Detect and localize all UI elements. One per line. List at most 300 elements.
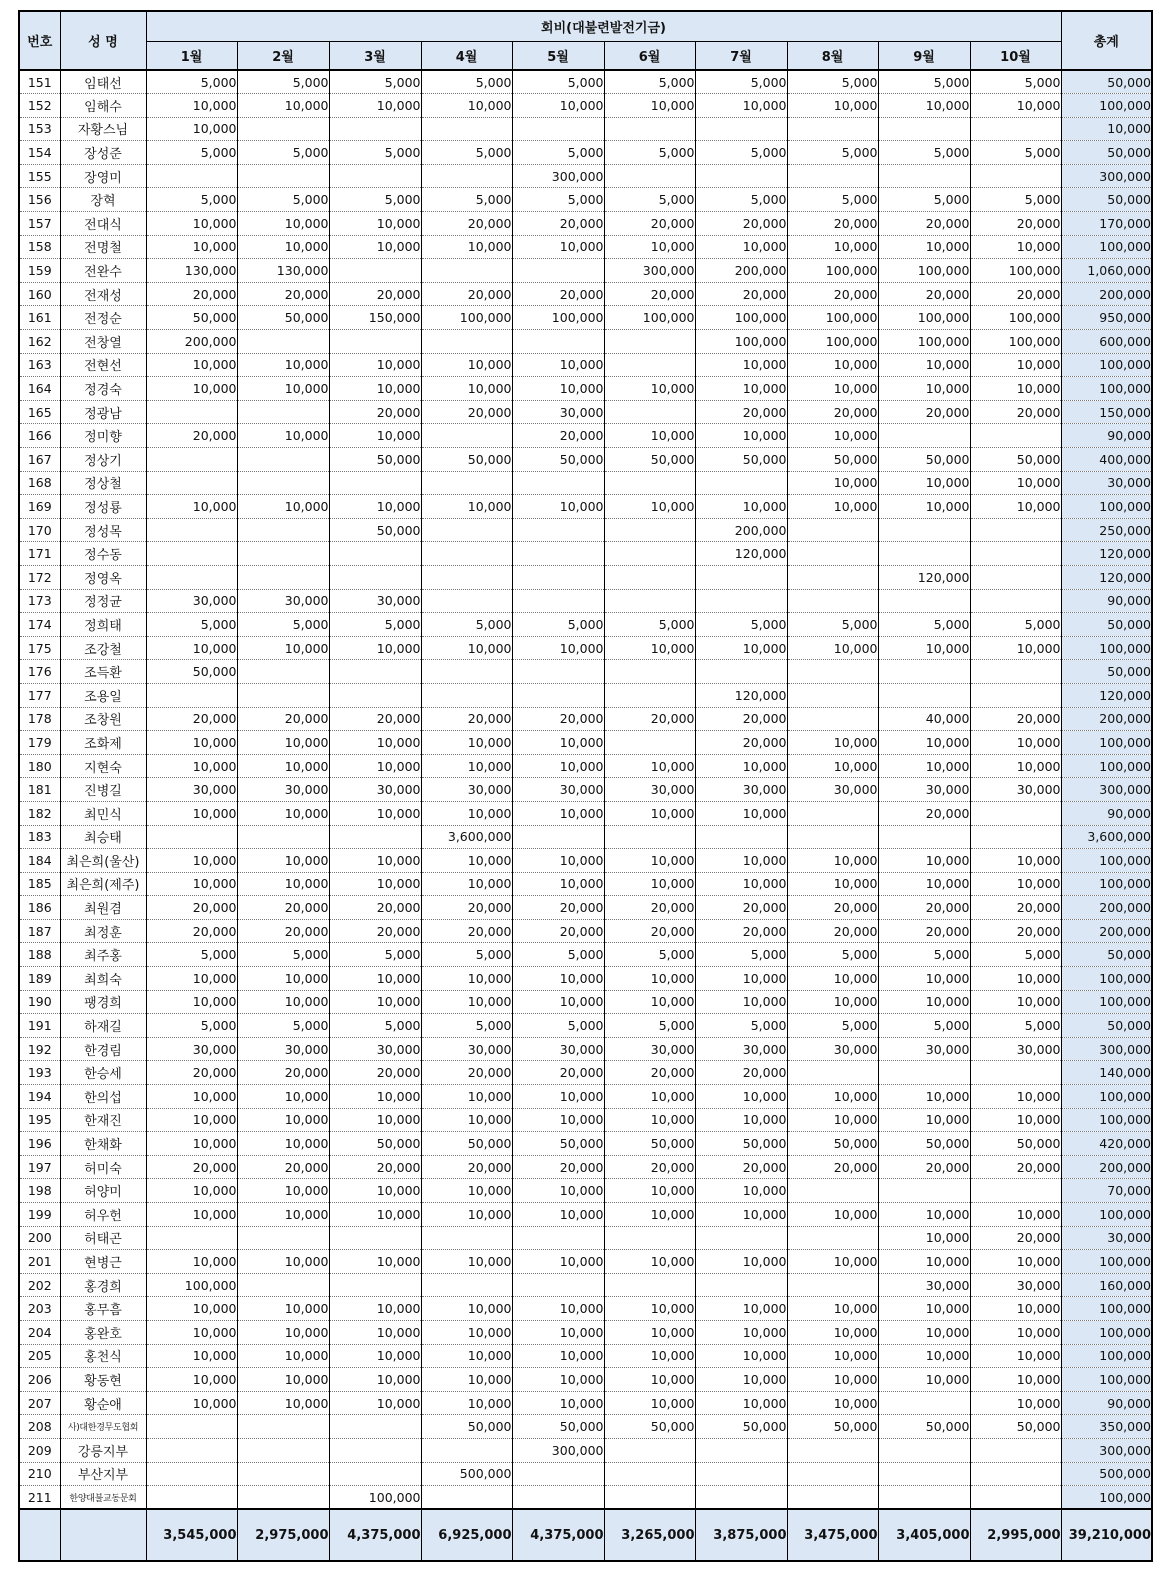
row-month-cell — [604, 731, 695, 755]
row-number-cell: 203 — [19, 1297, 60, 1321]
row-month-cell — [787, 542, 878, 566]
table-row — [19, 448, 1152, 472]
row-month-cell — [421, 1226, 512, 1250]
row-number-cell: 175 — [19, 636, 60, 660]
row-total-cell: 200,000 — [1061, 282, 1152, 306]
row-month-cell: 5,000 — [329, 141, 421, 165]
row-month-cell: 5,000 — [695, 70, 787, 94]
row-month-cell — [787, 518, 878, 542]
row-month-cell: 20,000 — [970, 282, 1061, 306]
row-month-cell: 10,000 — [146, 967, 237, 991]
row-month-cell — [878, 660, 970, 684]
row-month-cell — [604, 589, 695, 613]
table-row — [19, 731, 1152, 755]
row-month-cell — [970, 1486, 1061, 1510]
row-month-cell: 30,000 — [421, 1037, 512, 1061]
row-month-cell: 10,000 — [695, 377, 787, 401]
table-row — [19, 1438, 1152, 1462]
row-month-cell: 10,000 — [421, 1203, 512, 1227]
row-month-cell — [970, 589, 1061, 613]
table-row — [19, 1368, 1152, 1392]
row-month-cell: 10,000 — [421, 1250, 512, 1274]
row-name-cell: 조창원 — [60, 707, 146, 731]
row-month-cell: 20,000 — [604, 282, 695, 306]
row-month-cell: 20,000 — [237, 1155, 329, 1179]
row-month-cell: 30,000 — [237, 778, 329, 802]
row-name-cell: 전재성 — [60, 282, 146, 306]
row-month-cell: 10,000 — [329, 872, 421, 896]
row-month-cell — [237, 1273, 329, 1297]
row-month-cell: 20,000 — [787, 896, 878, 920]
row-month-cell — [146, 1438, 237, 1462]
row-month-cell — [787, 825, 878, 849]
row-month-cell: 10,000 — [512, 1179, 604, 1203]
row-month-cell: 10,000 — [237, 990, 329, 1014]
row-month-cell: 10,000 — [421, 1297, 512, 1321]
row-month-cell: 5,000 — [787, 70, 878, 94]
row-month-cell: 10,000 — [329, 731, 421, 755]
row-total-cell: 420,000 — [1061, 1132, 1152, 1156]
row-month-cell: 10,000 — [237, 1179, 329, 1203]
footer-month-total: 4,375,000 — [329, 1509, 421, 1561]
row-month-cell: 10,000 — [604, 1203, 695, 1227]
row-month-cell: 10,000 — [512, 1368, 604, 1392]
row-name-cell: 장혁 — [60, 188, 146, 212]
row-month-cell: 10,000 — [237, 1320, 329, 1344]
row-month-cell: 10,000 — [329, 1368, 421, 1392]
header-month: 7월 — [695, 42, 787, 71]
row-name-cell: 조용일 — [60, 683, 146, 707]
row-month-cell: 5,000 — [237, 188, 329, 212]
row-month-cell — [421, 164, 512, 188]
row-number-cell: 193 — [19, 1061, 60, 1085]
row-month-cell — [604, 1273, 695, 1297]
row-month-cell: 5,000 — [329, 1014, 421, 1038]
row-number-cell: 180 — [19, 754, 60, 778]
row-total-cell: 600,000 — [1061, 330, 1152, 354]
row-month-cell: 20,000 — [237, 896, 329, 920]
row-month-cell: 10,000 — [512, 849, 604, 873]
row-month-cell: 30,000 — [146, 589, 237, 613]
row-month-cell — [329, 164, 421, 188]
row-month-cell: 10,000 — [329, 849, 421, 873]
row-month-cell — [421, 1486, 512, 1510]
row-month-cell — [878, 1179, 970, 1203]
row-number-cell: 159 — [19, 259, 60, 283]
row-month-cell — [878, 542, 970, 566]
row-name-cell: 허태곤 — [60, 1226, 146, 1250]
row-month-cell — [421, 471, 512, 495]
header-month: 4월 — [421, 42, 512, 71]
row-total-cell: 100,000 — [1061, 967, 1152, 991]
row-month-cell: 50,000 — [146, 660, 237, 684]
row-total-cell: 100,000 — [1061, 1203, 1152, 1227]
row-month-cell — [604, 400, 695, 424]
row-number-cell: 170 — [19, 518, 60, 542]
row-number-cell: 167 — [19, 448, 60, 472]
row-month-cell: 10,000 — [604, 1108, 695, 1132]
row-month-cell: 10,000 — [237, 636, 329, 660]
row-month-cell — [237, 448, 329, 472]
row-month-cell — [787, 1179, 878, 1203]
row-month-cell: 20,000 — [604, 896, 695, 920]
row-month-cell: 20,000 — [146, 424, 237, 448]
row-month-cell: 30,000 — [329, 778, 421, 802]
table-row — [19, 1250, 1152, 1274]
header-month: 1월 — [146, 42, 237, 71]
row-month-cell: 100,000 — [512, 306, 604, 330]
row-month-cell: 5,000 — [512, 1014, 604, 1038]
row-month-cell: 10,000 — [787, 1108, 878, 1132]
row-name-cell: 정성목 — [60, 518, 146, 542]
row-month-cell: 10,000 — [604, 636, 695, 660]
row-month-cell: 10,000 — [329, 1085, 421, 1109]
row-month-cell: 10,000 — [604, 235, 695, 259]
row-month-cell — [237, 117, 329, 141]
row-month-cell: 5,000 — [878, 613, 970, 637]
row-month-cell: 10,000 — [421, 754, 512, 778]
row-month-cell: 10,000 — [878, 1368, 970, 1392]
row-total-cell: 100,000 — [1061, 990, 1152, 1014]
row-month-cell: 30,000 — [970, 1273, 1061, 1297]
row-total-cell: 1,060,000 — [1061, 259, 1152, 283]
row-month-cell: 10,000 — [604, 1391, 695, 1415]
row-month-cell: 50,000 — [512, 1132, 604, 1156]
row-month-cell: 10,000 — [421, 1179, 512, 1203]
row-month-cell: 100,000 — [878, 330, 970, 354]
row-total-cell: 120,000 — [1061, 683, 1152, 707]
row-month-cell — [421, 117, 512, 141]
row-month-cell: 10,000 — [787, 1391, 878, 1415]
row-month-cell: 10,000 — [329, 1344, 421, 1368]
row-month-cell: 10,000 — [512, 801, 604, 825]
row-month-cell: 5,000 — [970, 141, 1061, 165]
row-number-cell: 201 — [19, 1250, 60, 1274]
row-month-cell: 10,000 — [787, 424, 878, 448]
row-month-cell: 10,000 — [604, 1179, 695, 1203]
row-month-cell: 10,000 — [421, 377, 512, 401]
row-total-cell: 150,000 — [1061, 400, 1152, 424]
row-month-cell — [787, 1226, 878, 1250]
row-total-cell: 140,000 — [1061, 1061, 1152, 1085]
row-total-cell: 100,000 — [1061, 1344, 1152, 1368]
row-month-cell — [237, 1462, 329, 1486]
row-month-cell: 200,000 — [146, 330, 237, 354]
row-month-cell: 50,000 — [787, 1415, 878, 1439]
row-month-cell — [237, 330, 329, 354]
row-name-cell: 최은희(제주) — [60, 872, 146, 896]
row-month-cell: 20,000 — [421, 400, 512, 424]
row-month-cell: 10,000 — [970, 636, 1061, 660]
row-number-cell: 210 — [19, 1462, 60, 1486]
row-month-cell: 10,000 — [787, 377, 878, 401]
row-name-cell: 전완수 — [60, 259, 146, 283]
row-month-cell: 30,000 — [604, 1037, 695, 1061]
row-month-cell: 20,000 — [329, 896, 421, 920]
table-row — [19, 683, 1152, 707]
row-name-cell: 정영옥 — [60, 565, 146, 589]
row-month-cell — [604, 565, 695, 589]
row-month-cell: 20,000 — [787, 400, 878, 424]
row-month-cell: 30,000 — [329, 1037, 421, 1061]
row-month-cell — [970, 660, 1061, 684]
row-month-cell: 300,000 — [512, 1438, 604, 1462]
footer-total-row — [19, 1509, 1152, 1561]
footer-month-total: 4,375,000 — [512, 1509, 604, 1561]
row-month-cell: 50,000 — [512, 448, 604, 472]
row-number-cell: 157 — [19, 212, 60, 236]
row-total-cell: 300,000 — [1061, 164, 1152, 188]
row-name-cell: 홍무흠 — [60, 1297, 146, 1321]
row-month-cell: 20,000 — [512, 212, 604, 236]
row-month-cell: 10,000 — [512, 1344, 604, 1368]
row-month-cell: 10,000 — [512, 990, 604, 1014]
row-month-cell: 10,000 — [695, 754, 787, 778]
row-number-cell: 161 — [19, 306, 60, 330]
row-name-cell: 한의섭 — [60, 1085, 146, 1109]
row-month-cell: 10,000 — [970, 353, 1061, 377]
row-month-cell — [329, 471, 421, 495]
row-month-cell: 50,000 — [237, 306, 329, 330]
row-name-cell: 하재길 — [60, 1014, 146, 1038]
row-month-cell: 5,000 — [421, 188, 512, 212]
row-month-cell: 10,000 — [878, 1344, 970, 1368]
row-month-cell: 10,000 — [695, 353, 787, 377]
row-month-cell: 10,000 — [787, 1368, 878, 1392]
row-month-cell: 20,000 — [329, 400, 421, 424]
row-month-cell: 20,000 — [604, 707, 695, 731]
row-month-cell: 30,000 — [329, 589, 421, 613]
row-month-cell — [787, 1273, 878, 1297]
row-month-cell: 10,000 — [146, 1108, 237, 1132]
row-number-cell: 186 — [19, 896, 60, 920]
row-month-cell: 20,000 — [146, 707, 237, 731]
table-row — [19, 400, 1152, 424]
row-month-cell: 50,000 — [604, 448, 695, 472]
row-month-cell — [146, 400, 237, 424]
row-month-cell: 10,000 — [237, 849, 329, 873]
row-name-cell: 홍완호 — [60, 1320, 146, 1344]
row-month-cell: 5,000 — [421, 1014, 512, 1038]
row-month-cell: 50,000 — [421, 1132, 512, 1156]
row-name-cell: 조득환 — [60, 660, 146, 684]
row-name-cell: 전대식 — [60, 212, 146, 236]
row-month-cell — [878, 164, 970, 188]
row-month-cell: 10,000 — [695, 235, 787, 259]
row-name-cell: 한채화 — [60, 1132, 146, 1156]
row-month-cell: 10,000 — [970, 967, 1061, 991]
row-month-cell: 10,000 — [329, 212, 421, 236]
table-row — [19, 141, 1152, 165]
row-month-cell: 10,000 — [878, 1250, 970, 1274]
row-month-cell: 5,000 — [787, 613, 878, 637]
table-row — [19, 1085, 1152, 1109]
row-month-cell: 100,000 — [329, 1486, 421, 1510]
table-row — [19, 1061, 1152, 1085]
table-row — [19, 754, 1152, 778]
row-month-cell: 20,000 — [695, 919, 787, 943]
row-month-cell: 5,000 — [604, 613, 695, 637]
row-month-cell — [237, 400, 329, 424]
table-row — [19, 707, 1152, 731]
row-month-cell: 10,000 — [237, 1344, 329, 1368]
row-month-cell — [512, 259, 604, 283]
footer-month-total: 3,405,000 — [878, 1509, 970, 1561]
row-month-cell: 10,000 — [695, 872, 787, 896]
row-name-cell: 정수동 — [60, 542, 146, 566]
row-month-cell — [421, 542, 512, 566]
row-month-cell: 10,000 — [146, 1203, 237, 1227]
row-total-cell: 400,000 — [1061, 448, 1152, 472]
row-month-cell: 20,000 — [970, 1226, 1061, 1250]
table-row — [19, 212, 1152, 236]
row-name-cell: 임해수 — [60, 94, 146, 118]
row-month-cell: 20,000 — [421, 896, 512, 920]
row-month-cell: 5,000 — [237, 141, 329, 165]
row-month-cell: 5,000 — [970, 1014, 1061, 1038]
row-total-cell: 160,000 — [1061, 1273, 1152, 1297]
footer-month-total: 2,975,000 — [237, 1509, 329, 1561]
row-number-cell: 164 — [19, 377, 60, 401]
row-total-cell: 50,000 — [1061, 1014, 1152, 1038]
row-month-cell: 5,000 — [970, 188, 1061, 212]
row-month-cell: 10,000 — [237, 495, 329, 519]
row-month-cell — [512, 1226, 604, 1250]
row-month-cell: 10,000 — [146, 1250, 237, 1274]
row-month-cell: 20,000 — [512, 707, 604, 731]
row-month-cell: 10,000 — [695, 1368, 787, 1392]
table-row — [19, 1203, 1152, 1227]
row-month-cell: 10,000 — [421, 235, 512, 259]
row-month-cell: 10,000 — [970, 1391, 1061, 1415]
row-month-cell: 10,000 — [237, 94, 329, 118]
row-month-cell — [329, 1438, 421, 1462]
row-month-cell: 10,000 — [512, 353, 604, 377]
row-month-cell: 10,000 — [970, 754, 1061, 778]
row-month-cell: 20,000 — [878, 896, 970, 920]
row-month-cell: 10,000 — [878, 1320, 970, 1344]
row-month-cell — [695, 1462, 787, 1486]
row-month-cell: 10,000 — [878, 1203, 970, 1227]
row-number-cell: 190 — [19, 990, 60, 1014]
row-month-cell — [695, 471, 787, 495]
row-month-cell: 10,000 — [970, 471, 1061, 495]
row-month-cell: 20,000 — [421, 1061, 512, 1085]
row-month-cell — [970, 1179, 1061, 1203]
row-month-cell: 20,000 — [146, 919, 237, 943]
row-month-cell — [878, 1061, 970, 1085]
row-month-cell — [237, 518, 329, 542]
row-month-cell — [787, 707, 878, 731]
row-total-cell: 300,000 — [1061, 1037, 1152, 1061]
row-month-cell: 10,000 — [146, 1320, 237, 1344]
row-month-cell — [237, 1486, 329, 1510]
row-month-cell: 5,000 — [970, 613, 1061, 637]
row-number-cell: 163 — [19, 353, 60, 377]
row-month-cell: 50,000 — [329, 448, 421, 472]
row-name-cell: 한승세 — [60, 1061, 146, 1085]
row-name-cell: 정상기 — [60, 448, 146, 472]
row-month-cell — [787, 164, 878, 188]
row-total-cell: 100,000 — [1061, 636, 1152, 660]
row-month-cell — [329, 1273, 421, 1297]
row-number-cell: 168 — [19, 471, 60, 495]
row-month-cell — [878, 424, 970, 448]
row-month-cell: 10,000 — [329, 94, 421, 118]
row-month-cell — [604, 471, 695, 495]
table-row — [19, 235, 1152, 259]
row-month-cell: 10,000 — [329, 636, 421, 660]
table-row — [19, 282, 1152, 306]
row-month-cell: 10,000 — [878, 731, 970, 755]
row-month-cell: 10,000 — [787, 872, 878, 896]
row-month-cell — [421, 1273, 512, 1297]
row-month-cell: 10,000 — [787, 495, 878, 519]
row-month-cell: 10,000 — [695, 1179, 787, 1203]
row-month-cell: 10,000 — [878, 1226, 970, 1250]
row-month-cell: 50,000 — [970, 1132, 1061, 1156]
row-month-cell: 10,000 — [604, 849, 695, 873]
row-total-cell: 100,000 — [1061, 377, 1152, 401]
row-month-cell — [421, 518, 512, 542]
row-month-cell — [146, 1226, 237, 1250]
row-total-cell: 200,000 — [1061, 896, 1152, 920]
row-name-cell: 최민식 — [60, 801, 146, 825]
row-month-cell: 10,000 — [237, 872, 329, 896]
row-month-cell — [970, 164, 1061, 188]
row-month-cell: 10,000 — [237, 1368, 329, 1392]
row-number-cell: 178 — [19, 707, 60, 731]
row-month-cell: 10,000 — [787, 731, 878, 755]
row-month-cell: 20,000 — [695, 707, 787, 731]
row-name-cell: 정성룡 — [60, 495, 146, 519]
row-month-cell: 10,000 — [970, 990, 1061, 1014]
row-month-cell: 20,000 — [329, 919, 421, 943]
row-month-cell: 50,000 — [512, 1415, 604, 1439]
row-total-cell: 50,000 — [1061, 613, 1152, 637]
row-month-cell: 10,000 — [237, 1108, 329, 1132]
row-month-cell: 10,000 — [878, 94, 970, 118]
row-month-cell: 10,000 — [512, 1203, 604, 1227]
row-total-cell: 350,000 — [1061, 1415, 1152, 1439]
row-name-cell: 최원겸 — [60, 896, 146, 920]
row-month-cell: 20,000 — [787, 919, 878, 943]
row-name-cell: 지현숙 — [60, 754, 146, 778]
row-month-cell — [237, 1415, 329, 1439]
header-name: 성 명 — [60, 11, 146, 70]
footer-blank-cell — [19, 1509, 60, 1561]
row-month-cell: 10,000 — [329, 1297, 421, 1321]
row-month-cell: 10,000 — [329, 1250, 421, 1274]
row-month-cell: 5,000 — [695, 188, 787, 212]
row-month-cell: 10,000 — [421, 731, 512, 755]
row-month-cell: 10,000 — [970, 235, 1061, 259]
row-month-cell — [512, 518, 604, 542]
row-total-cell: 100,000 — [1061, 872, 1152, 896]
header-month: 8월 — [787, 42, 878, 71]
row-month-cell: 10,000 — [512, 1085, 604, 1109]
row-month-cell: 5,000 — [695, 613, 787, 637]
row-month-cell — [970, 424, 1061, 448]
row-month-cell: 20,000 — [512, 896, 604, 920]
row-total-cell: 100,000 — [1061, 1297, 1152, 1321]
row-month-cell — [421, 565, 512, 589]
row-month-cell — [146, 471, 237, 495]
table-row — [19, 117, 1152, 141]
row-month-cell: 10,000 — [237, 1132, 329, 1156]
row-month-cell: 10,000 — [421, 849, 512, 873]
row-total-cell: 10,000 — [1061, 117, 1152, 141]
